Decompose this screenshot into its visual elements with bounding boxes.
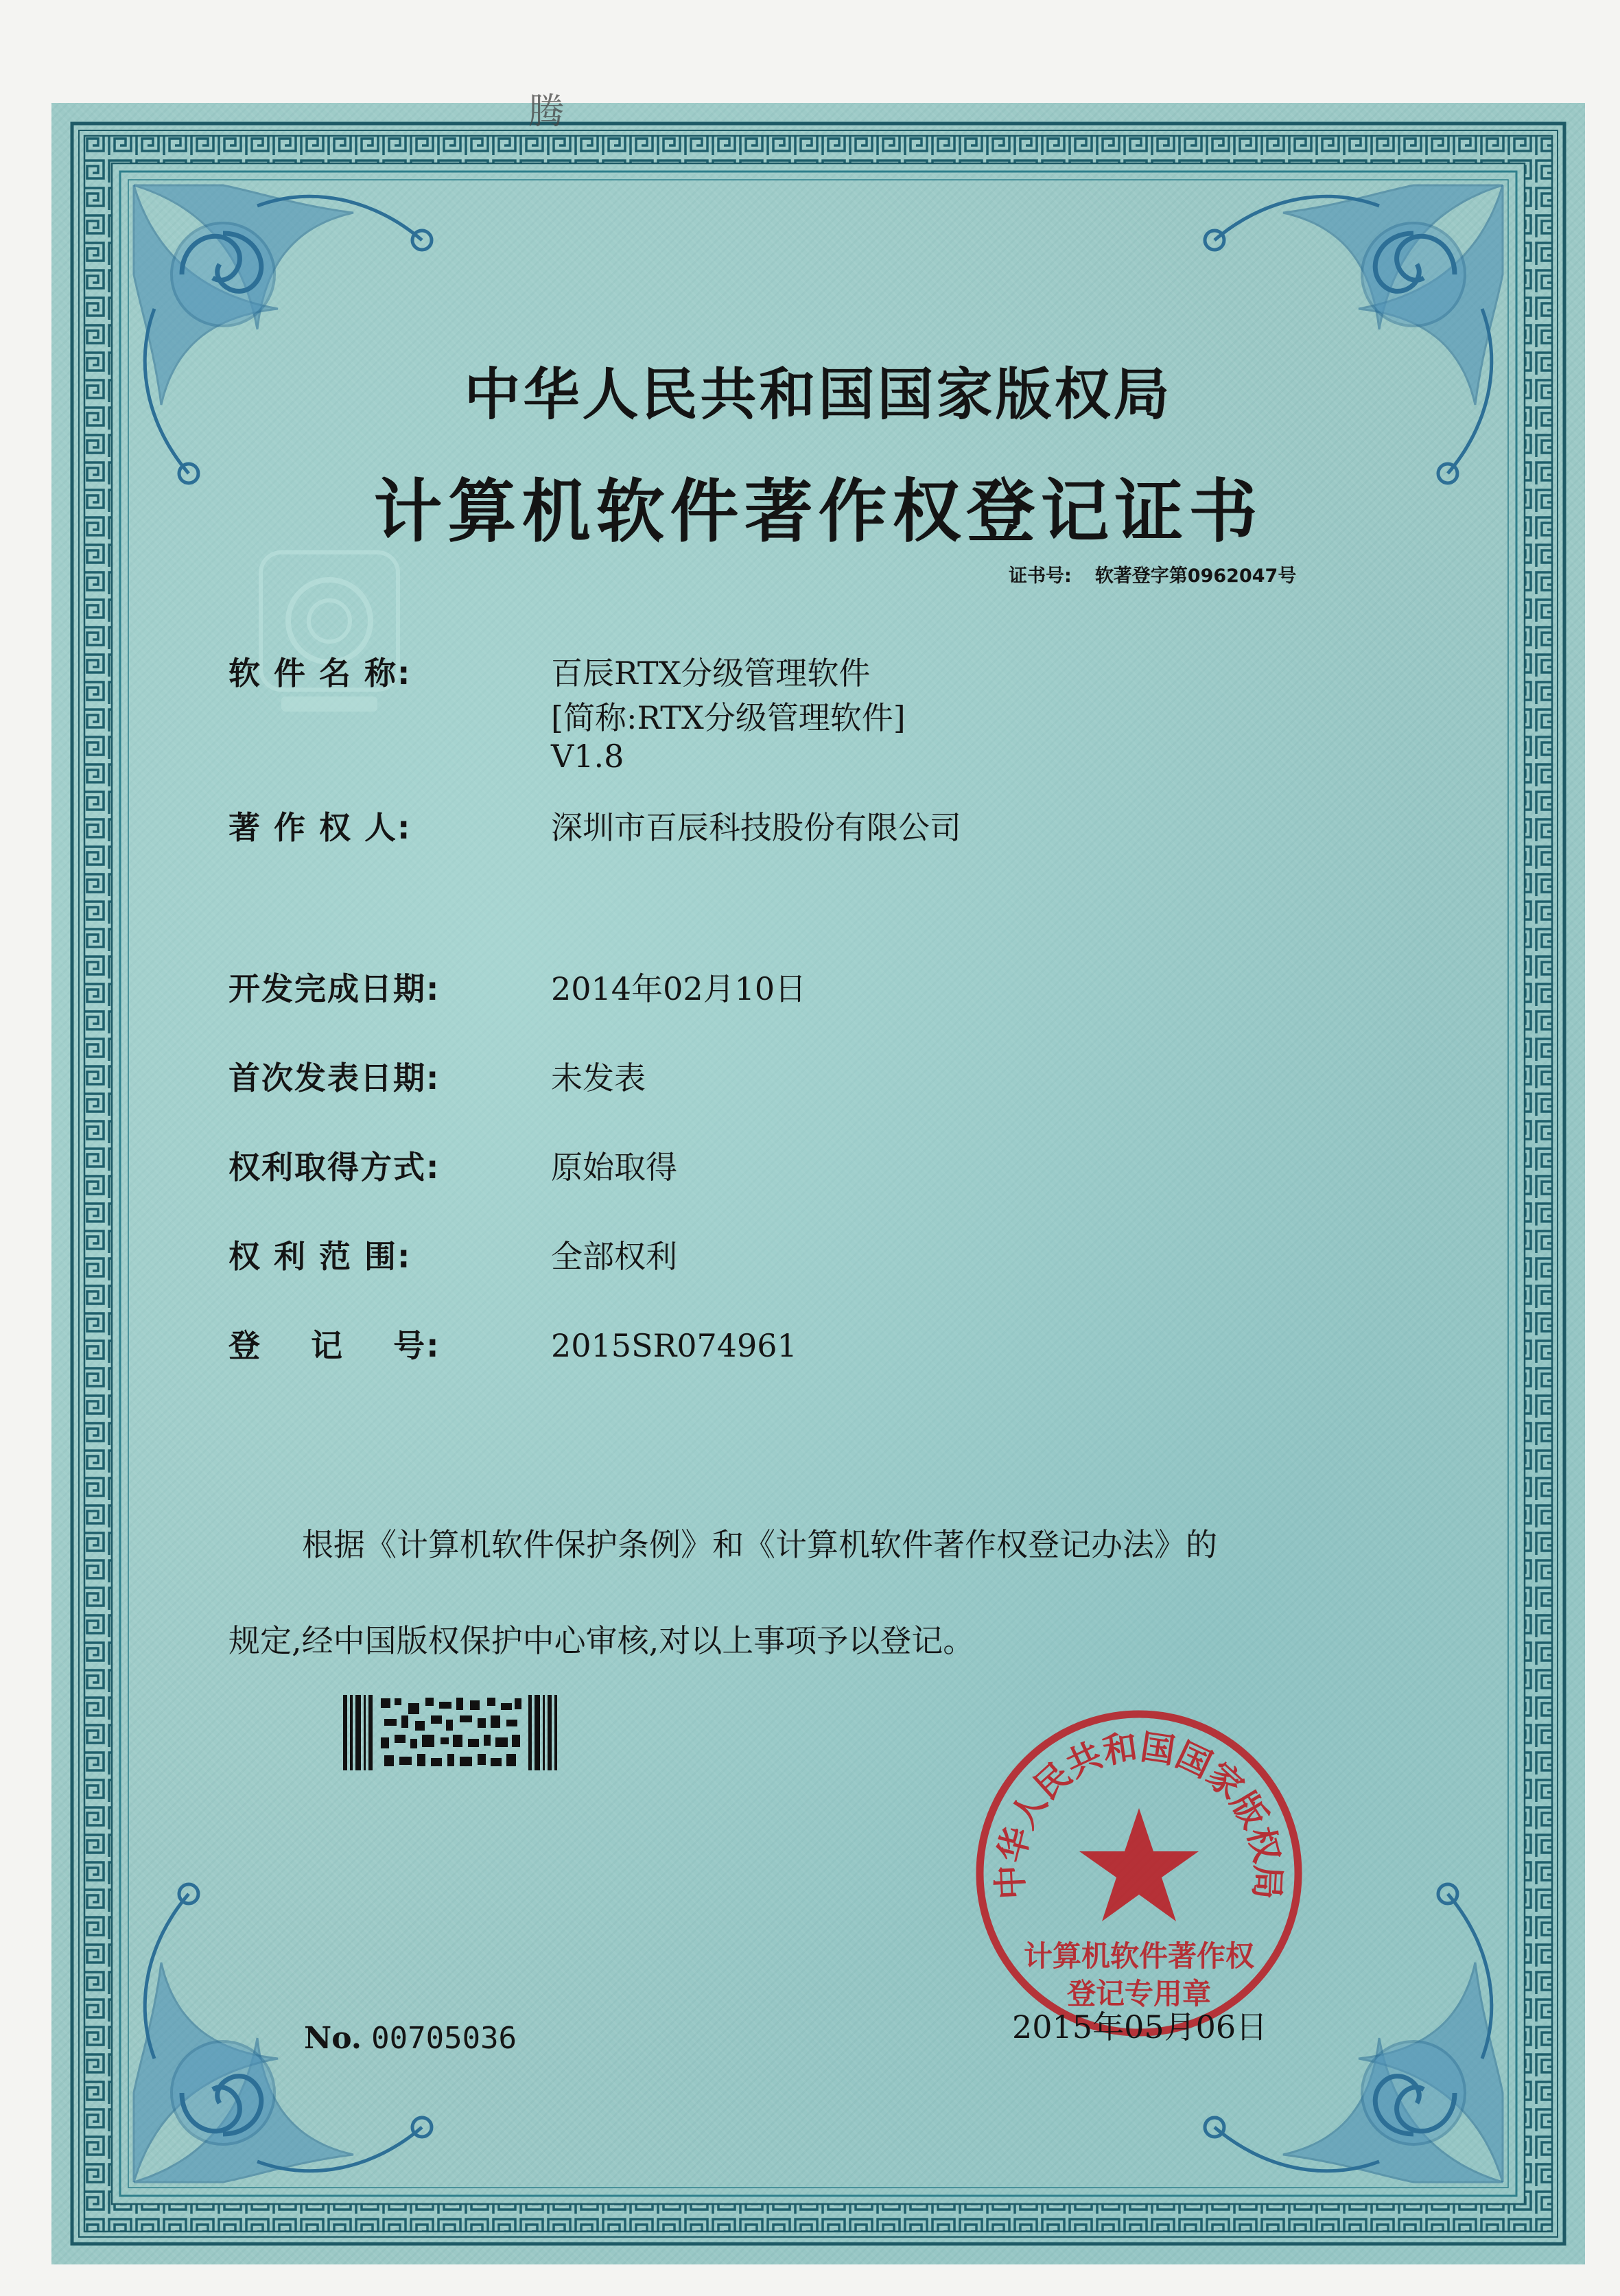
certificate [51, 91, 1585, 2264]
certificate-number [1009, 561, 1296, 587]
field-label: 首次发表日期: [228, 1059, 441, 1097]
completion-date-value: 2014年02月10日 [551, 970, 807, 1007]
software-version: V1.8 [551, 738, 624, 775]
official-seal [967, 1702, 1311, 2045]
acquisition-method-value: 原始取得 [551, 1149, 677, 1186]
field-label: 权利取得方式: [228, 1149, 441, 1186]
authority-title: 中华人民共和国国家版权局 [464, 362, 1173, 427]
seal-line-2: 登记专用章 [1066, 1977, 1212, 2011]
certificate-title: 计算机软件著作权登记证书 [373, 471, 1263, 552]
certificate-number-value: 软著登字第0962047号 [1094, 565, 1297, 587]
field-label: 著 作 权 人: [228, 809, 412, 846]
field-acquisition-method [228, 1143, 677, 1188]
barcode [343, 1695, 563, 1770]
handwritten-mark: 腾 [528, 91, 565, 132]
rights-scope-value: 全部权利 [551, 1238, 677, 1275]
serial-number [304, 2021, 517, 2056]
serial-value: 00705036 [371, 2021, 517, 2056]
field-label: 开发完成日期: [228, 970, 441, 1007]
registration-no-value: 2015SR074961 [551, 1327, 797, 1364]
field-label: 登 记 号: [228, 1327, 441, 1364]
field-copyright-owner [228, 803, 961, 848]
field-registration-no [228, 1321, 797, 1366]
certificate-number-label: 证书号: [1009, 565, 1072, 587]
field-software-name [228, 648, 870, 694]
field-first-publication [228, 1053, 646, 1099]
software-short-name: [简称:RTX分级管理软件] [551, 699, 906, 736]
issue-date: 2015年05月06日 [1012, 2008, 1268, 2046]
field-label: 权 利 范 围: [228, 1238, 412, 1275]
copyright-owner-value: 深圳市百辰科技股份有限公司 [551, 809, 961, 846]
field-completion-date [228, 964, 806, 1009]
field-rights-scope [228, 1232, 677, 1277]
software-name-value: 百辰RTX分级管理软件 [551, 655, 871, 692]
corner-ornament [134, 185, 432, 483]
first-publication-value: 未发表 [551, 1059, 646, 1097]
field-label: 软 件 名 称: [228, 655, 412, 692]
statement-line-1: 根据《计算机软件保护条例》和《计算机软件著作权登记办法》的 [302, 1526, 1217, 1563]
seal-line-1: 计算机软件著作权 [1023, 1939, 1255, 1973]
statement-line-2: 规定,经中国版权保护中心审核,对以上事项予以登记。 [228, 1622, 975, 1659]
seal-ring-text: 中华人民共和国国家版权局 [990, 1726, 1288, 1901]
serial-prefix: No. [304, 2021, 362, 2056]
